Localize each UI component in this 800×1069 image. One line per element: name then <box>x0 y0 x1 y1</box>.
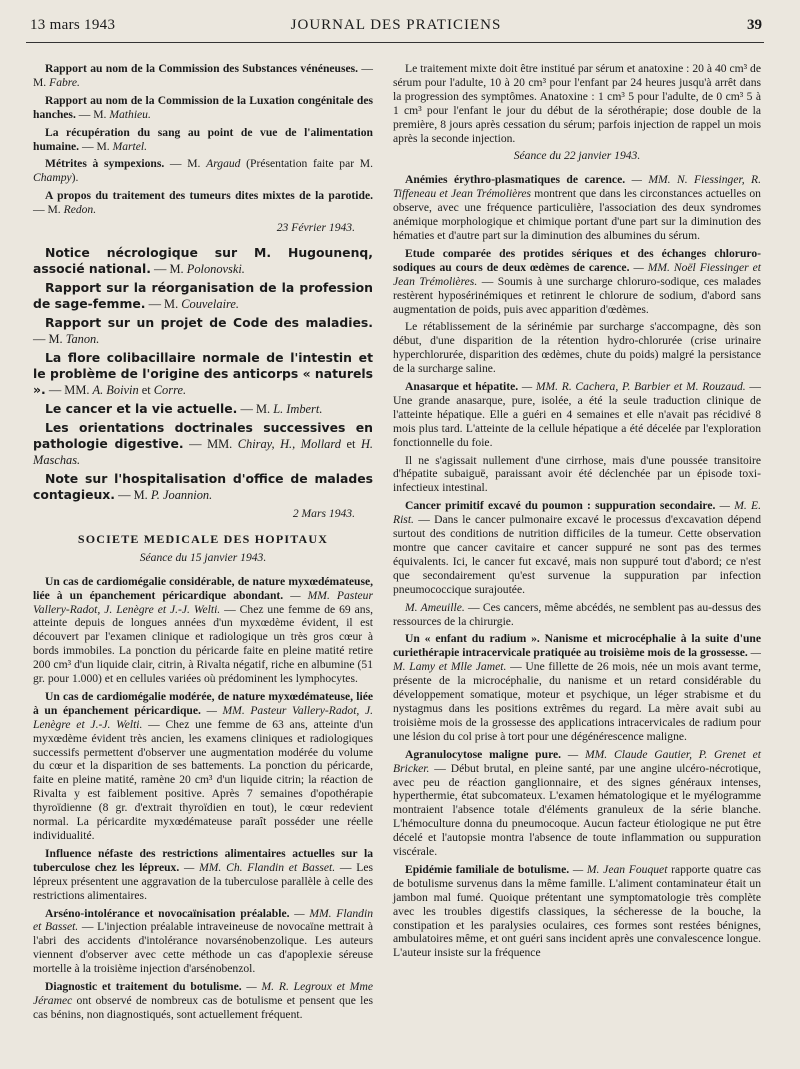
report-entry: Un cas de cardiomégalie considérable, de nature myxœdémateuse, liée à un épanchement péricardique abondant. — MM. Pasteur Vallery-Radot, J. Lenègre et J.-J. Welti. — Chez une femme de 69 ans, atteinte depuis de longues années d'un myxœdème évident, il est découvert par l'examen clinique et radiologique un très gros cœur à bords immobiles. La ponction du péricarde faite en pleine matité retire 200 cm³ d'un liquide clair, citrin, à Rivalta négatif, riche en albumine (51 gr. pour 1.000) et en cellules variées où prédominent les lymphocytes. <box>33 574 373 686</box>
notice-item: Les orientations doctrinales successives en pathologie digestive. — MM. Chiray, H., Mollard et H. Maschas. <box>33 419 373 467</box>
list-item: La récupération du sang au point de vue de l'alimentation humaine. — M. Martel. <box>33 125 373 153</box>
header-rule <box>26 42 764 43</box>
right-reports <box>393 173 761 960</box>
page-header <box>30 14 762 36</box>
issue-date: 13 mars 1943 <box>30 17 116 33</box>
report-entry: Diagnostic et traitement du botulisme. — M. R. Legroux et Mme Jéramec ont observé de nombreux cas de botulisme et pensent que les cas bénins, non diagnostiqués, sont actuellement fréquent. <box>33 980 373 1021</box>
seance-date: Séance du 22 janvier 1943. <box>513 149 641 163</box>
intro-paragraph: Le traitement mixte doit être institué par sérum et anatoxine : 20 à 40 cm³ de sérum pour l'adulte, 10 à 20 cm³ pour l'enfant par 24 heures jusqu'à arrêt dans la progression des symptômes. Anatoxine : 1 cm³ 5 pour l'adulte, de 0 cm³ 5 à 1 cm³ pour l'enfant le jour du début de la sérothérapie; dose double de la première, 8 jours après cessation du sérum; parfois injection de rappel un mois après la seconde injection. <box>393 62 761 145</box>
section-title: SOCIETE MEDICALE DES HOPITAUX <box>77 531 329 546</box>
list-item: Rapport au nom de la Commission de la Luxation congénitale des hanches. — M. Mathieu. <box>33 93 373 121</box>
notice-item: Notice nécrologique sur M. Hugounenq, associé national. — M. Polonovski. <box>33 244 373 276</box>
report-entry: Cancer primitif excavé du poumon : suppuration secondaire. — M. E. Rist. — Dans le cancer pulmonaire excavé le processus d'excavation dépend surtout des conditions de nutrition difficiles de la tumeur. Cette observation montre que cancer cavitaire et cancer suppuré ne sont pas des termes équivalents. Ici, le cancer fut excavé, mais non suppuré tout d'abord; ce n'est que secondairement qu'est survenue la suppuration par infection pneumococcique surajoutée. <box>393 499 761 596</box>
report-entry: Agranulocytose maligne pure. — MM. Claude Gautier, P. Grenet et Bricker. — Début brutal, en pleine santé, par une angine ulcéro-nécrotique, avec peu de réaction ganglionnaire, et des signes généraux intenses, hyperthermie, état subcomateux. L'examen hématologique et le myélogramme montraient l'absence totale d'éléments granuleux de la série blanche. L'hémoculture donna du pneumocoque. Aucun facteur étiologique ne put être décelé et l'autopsie montra l'absence de toute inflammation ou suppuration viscérale. <box>393 747 761 859</box>
report-entry: M. Ameuille. — Ces cancers, même abcédés, ne semblent pas au-dessus des ressources de la chirurgie. <box>393 600 761 628</box>
report-entry: Influence néfaste des restrictions alimentaires actuelles sur la tuberculose chez les lépreux. — MM. Ch. Flandin et Basset. — Les lépreux présentent une aggravation de la tuberculose parallèle à celle des restrictions alimentaires. <box>33 846 373 902</box>
report-entry: Anémies érythro-plasmatiques de carence. — MM. N. Fiessinger, R. Tiffeneau et Jean Trémolières montrent que dans les circonstances actuelles on observe, avec une fréquence particulière, l'association des deux syndromes anémique morphologique et chimique portant d'une part sur la diminution des hématies et d'autre part sur la diminution des albumines du sérum. <box>393 173 762 242</box>
list-item: Rapport au nom de la Commission des Substances vénéneuses. — M. Fabre. <box>33 62 373 89</box>
report-entry: Arséno-intolérance et novocaïnisation préalable. — MM. Flandin et Basset. — L'injection préalable intraveineuse de novocaïne mettrait à l'abri des accidents d'intolérance novarsénobenzolique. Les auteurs viennent d'observer avec cette méthode un cas d'apoplexie séreuse mortelle à la troisième injection d'arsénobenzol. <box>33 906 374 976</box>
report-entry: Le rétablissement de la sérinémie par surcharge s'accompagne, dès son début, d'une disparition de la rétention hydro-chlorurée (crise urinaire hyperchlorurée, disparition des œdèmes, chute du poids) malgré la persistance de la surcharge saline. <box>393 320 761 376</box>
report-entry: Un cas de cardiomégalie modérée, de nature myxœdémateuse, liée à un épanchement péricardique. — MM. Pasteur Vallery-Radot, J. Lenègre et J.-J. Welti. — Chez une femme de 63 ans, atteinte d'un myxœdème évident très ancien, les examens cliniques et radiologiques successifs permettent d'observer une augmentation modérée du volume du cœur et la disparition de ses battements. La ponction du péricarde, faite en pleine matité, ramène 20 cm³ d'un liquide citrin; la réaction de Rivalta y est faiblement positive. Après 7 semaines d'opothérapie thyroïdienne (8 gr. d'extrait thyroïdien en tout), le cœur redevient normal. La péricardite myxœdémateuse paraît posséder une réelle individualité. <box>33 689 374 842</box>
notice-item: Note sur l'hospitalisation d'office de malades contagieux. — M. P. Joannion. <box>33 470 373 502</box>
notices <box>33 245 373 503</box>
notice-item: La flore colibacillaire normale de l'intestin et le problème de l'origine des anticorps « naturels ». — MM. A. Boivin et Corre. <box>33 349 373 397</box>
session-date: 2 Mars 1943. <box>292 506 355 520</box>
list-item: Métrites à sympexions. — M. Argaud (Présentation faite par M. Champy). <box>33 157 374 185</box>
list-item: A propos du traitement des tumeurs dites mixtes de la parotide. — M. Redon. <box>33 189 373 217</box>
report-entry: Il ne s'agissait nullement d'une cirrhose, mais d'une poussée transitoire d'hépatite subaiguë, paraissant avoir été déclenchée par un épisode toxi-infectieux intestinal. <box>393 453 761 495</box>
session-date: 23 Février 1943. <box>276 221 355 235</box>
left-items <box>33 62 373 217</box>
left-reports <box>33 575 373 1022</box>
notice-item: Rapport sur un projet de Code des maladies. — M. Tanon. <box>33 314 373 346</box>
seance-date: Séance du 15 janvier 1943. <box>139 550 267 564</box>
report-entry: Epidémie familiale de botulisme. — M. Jean Fouquet rapporte quatre cas de botulisme survenus dans la même famille. L'aliment contaminateur était un jambon mal fumé. Quoique prétentant une symptomatologie très complète avec les troubles digestifs classiques, la sécheresse de la bouche, la constipation et les paralysies oculaires, ces formes sont restées bénignes, ambulatoires même, et ont guéri sans incident après une convalescence longue. L'auteur insiste sur la fréquence <box>393 862 761 960</box>
page-number: 39 <box>747 17 762 33</box>
report-entry: Anasarque et hépatite. — MM. R. Cachera, P. Barbier et M. Rouzaud. — Une grande anasarque, pure, isolée, a été la seule traduction clinique de l'atteinte hépatique. Elle a guéri en 4 semaines et elle n'avait pas récidivé 8 mois plus tard. L'atteinte de la cellule hépatique a été décelée par l'exploration fonctionnelle du foie. <box>393 380 761 449</box>
left-column <box>33 62 373 1026</box>
report-entry: Etude comparée des protides sériques et des échanges chloruro-sodiques au cours de deux œdèmes de carence. — MM. Noël Fiessinger et Jean Trémolières. — Soumis à une surcharge chloruro-sodique, ces malades restèrent hyposérinémiques et retinrent le chlorure de sodium, d'abord sans augmentation de poids, puis avec apparition d'œdèmes. <box>393 246 761 316</box>
notice-item: Rapport sur la réorganisation de la profession de sage-femme. — M. Couvelaire. <box>33 279 373 311</box>
journal-title: JOURNAL DES PRATICIENS <box>290 17 502 33</box>
report-entry: Un « enfant du radium ». Nanisme et microcéphalie à la suite d'une curiethérapie intracervicale pratiquée au troisième mois de la grossesse. — M. Lamy et Mlle Jamet. — Une fillette de 26 mois, née un mois avant terme, présente de la microcéphalie, du nanisme et un retard considérable du développement somatique, moteur et psychique, un léger strabisme et du nystagmus dans les positions extrêmes du regard. La mère avait subi au troisième mois de la grossesse des applications intracervicales de radium pour une lésion du col prise à tort pour une dégénérescence maligne. <box>393 632 761 743</box>
notice-item: Le cancer et la vie actuelle. — M. L. Imbert. <box>45 400 323 416</box>
right-column <box>393 62 761 964</box>
